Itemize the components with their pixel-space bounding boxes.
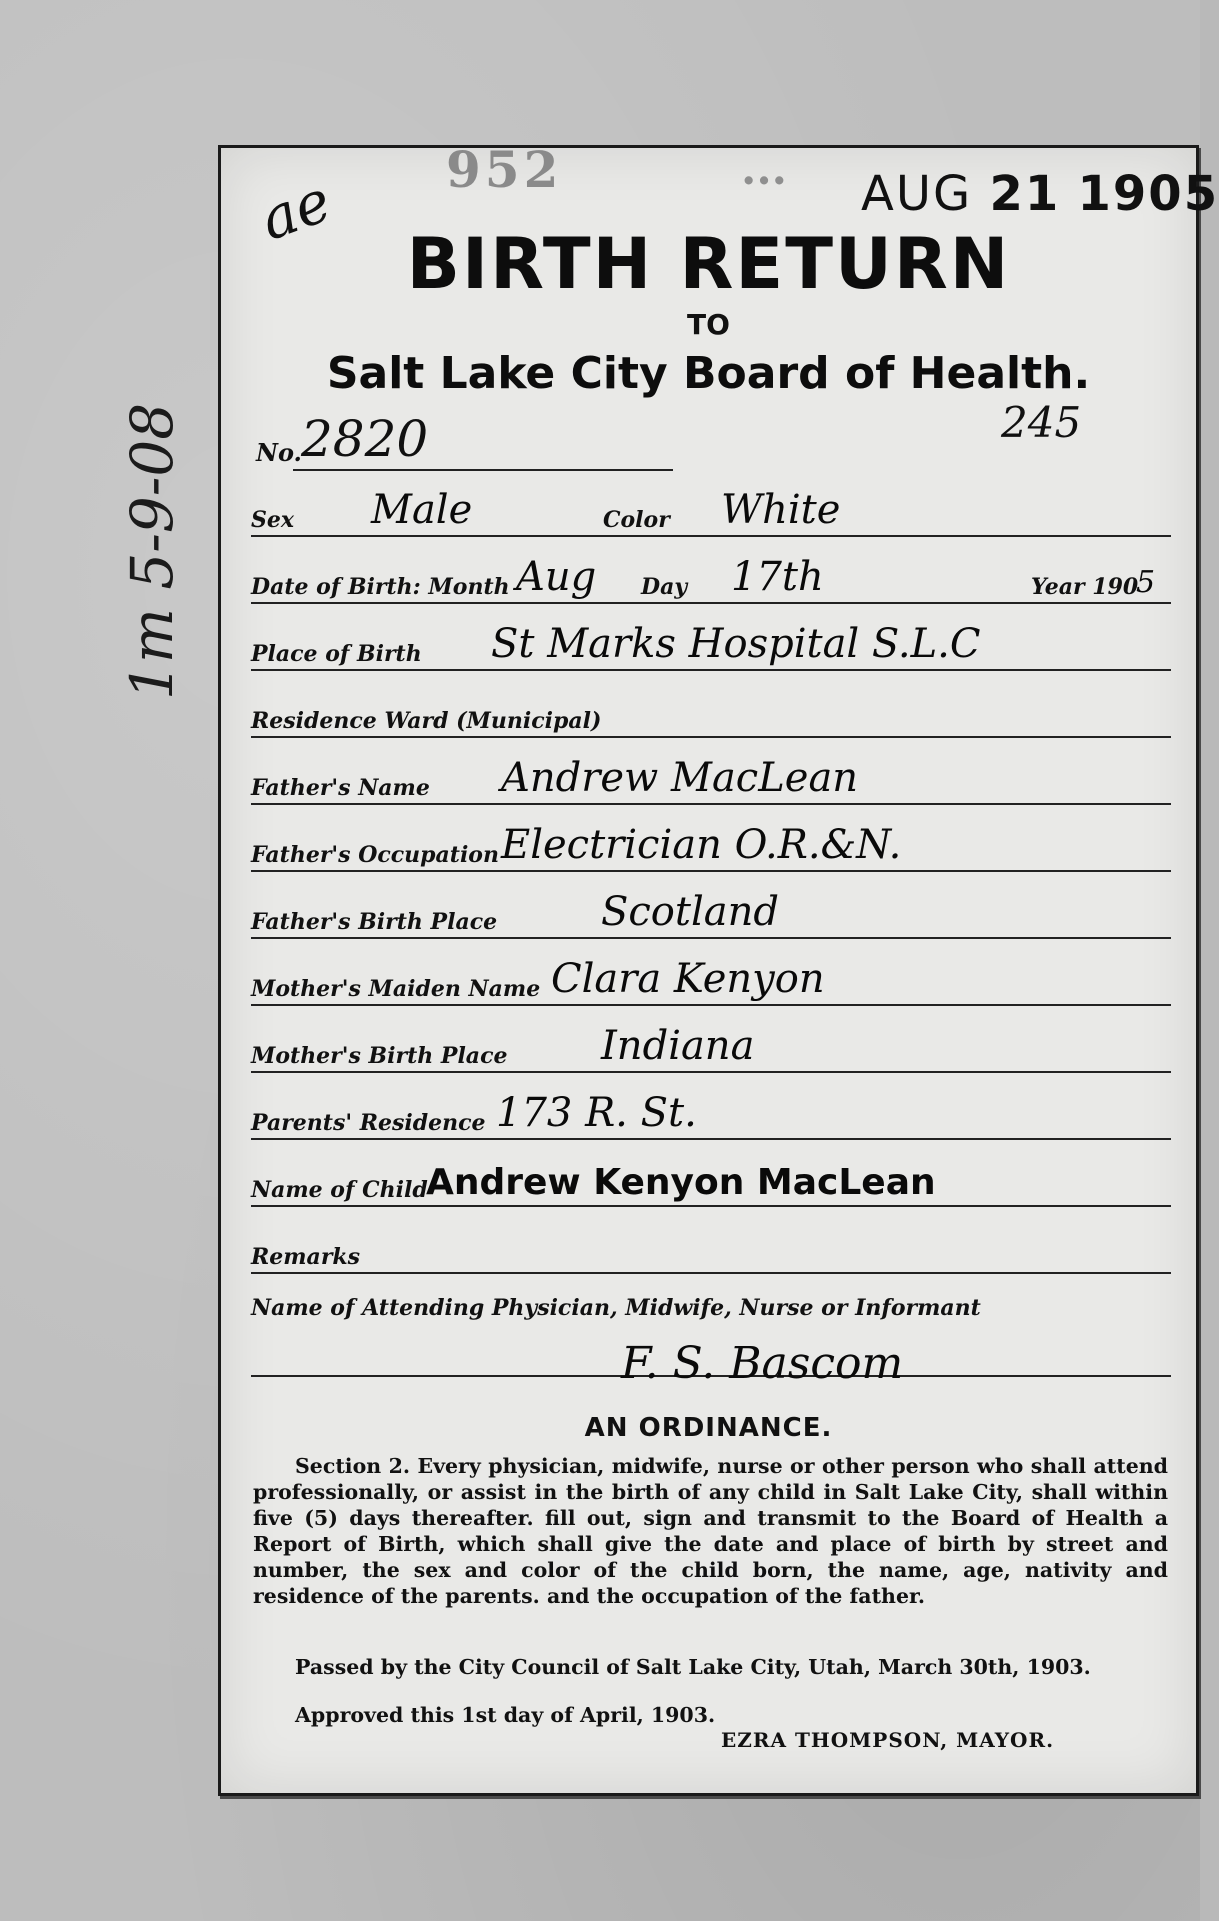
day-label: Day [641,574,688,600]
place-value: St Marks Hospital S.L.C [491,621,981,667]
faint-stamp-mark: ... [741,144,787,195]
father-name-row [251,751,1171,811]
year-label: Year 190 [1031,574,1139,600]
ordinance-passed: Passed by the City Council of Salt Lake City, Utah, March 30th, 1903. [295,1655,1091,1679]
birth-return-card [218,140,1219,1796]
place-label: Place of Birth [251,641,422,667]
ordinance-approved: Approved this 1st day of April, 1903. [295,1703,716,1727]
row-line [251,535,1171,537]
form-title: BIRTH RETURN [406,223,1011,305]
father-birth-place-label: Father's Birth Place [251,909,498,935]
name-of-child-value: Andrew Kenyon MacLean [426,1162,936,1203]
handwritten-initials: ae [251,166,340,254]
father-birth-place-row [251,885,1171,945]
row-line [251,937,1171,939]
father-name-value: Andrew MacLean [501,755,859,801]
row-line [251,1004,1171,1006]
handwritten-side-note: 1m 5-9-08 [118,402,186,700]
parents-residence-value: 173 R. St. [496,1090,697,1136]
mother-maiden-name-value: Clara Kenyon [551,956,825,1002]
date-stamp-day: 21 [989,166,1061,222]
number-underline [293,469,673,471]
remarks-label: Remarks [251,1244,361,1270]
father-occupation-row [251,818,1171,878]
remarks-row [251,1220,1171,1280]
ordinance-mayor: EZRA THOMPSON, MAYOR. [721,1728,1055,1752]
date-of-birth-row [251,550,1171,610]
row-line [251,1205,1171,1207]
mother-birth-place-value: Indiana [601,1023,755,1069]
date-stamp [861,166,1219,222]
parents-residence-label: Parents' Residence [251,1110,486,1136]
ordinance-title: AN ORDINANCE. [584,1413,833,1443]
father-name-label: Father's Name [251,775,430,801]
place-of-birth-row [251,617,1171,677]
row-line [251,1138,1171,1140]
father-occupation-value: Electrician O.R.&N. [501,822,902,868]
mother-birth-place-row [251,1019,1171,1079]
number-label: No. [256,438,302,467]
parents-residence-row [251,1086,1171,1146]
year-value: 5 [1136,565,1156,600]
faint-stamp-number: 952 [446,140,563,199]
sex-color-row [251,483,1171,543]
form-subtitle: Salt Lake City Board of Health. [326,348,1091,399]
sex-label: Sex [251,507,295,533]
sex-value: Male [371,487,473,533]
corner-number: 245 [1001,398,1082,447]
row-line [251,736,1171,738]
dob-month-value: Aug [516,554,597,600]
date-stamp-month: AUG [861,166,973,222]
row-line [251,870,1171,872]
residence-ward-row [251,684,1171,744]
attending-signature: F. S. Bascom [621,1338,904,1389]
attending-label: Name of Attending Physician, Midwife, Nurse or Informant [251,1295,981,1321]
name-of-child-label: Name of Child [251,1177,428,1203]
mother-birth-place-label: Mother's Birth Place [251,1043,508,1069]
name-of-child-row [251,1153,1171,1213]
date-stamp-year: 1905 [1077,166,1219,222]
father-occupation-label: Father's Occupation [251,842,499,868]
dob-label: Date of Birth: Month [251,574,510,600]
color-value: White [721,487,841,533]
row-line [251,803,1171,805]
mother-maiden-name-row [251,952,1171,1012]
row-line [251,669,1171,671]
row-line [251,1071,1171,1073]
mother-maiden-name-label: Mother's Maiden Name [251,976,541,1002]
father-birth-place-value: Scotland [601,889,779,935]
day-value: 17th [731,554,824,600]
ordinance-body: Section 2. Every physician, midwife, nurse or other person who shall attend professionally, or assist in the birth of any child in Salt Lake City, shall within five (5) days thereafter. fill out, sign and transmit to the Board of Health a Report of Birth, which shall give the date and place of birth by street and number, the sex and color of the child born, the name, age, nativity and residence of the parents. and the occupation of the father. [253,1454,1168,1608]
number-value: 2820 [301,410,429,468]
color-label: Color [603,507,670,533]
row-line [251,602,1171,604]
form-to: TO [687,308,730,341]
row-line [251,1272,1171,1274]
ward-label: Residence Ward (Municipal) [251,708,602,734]
